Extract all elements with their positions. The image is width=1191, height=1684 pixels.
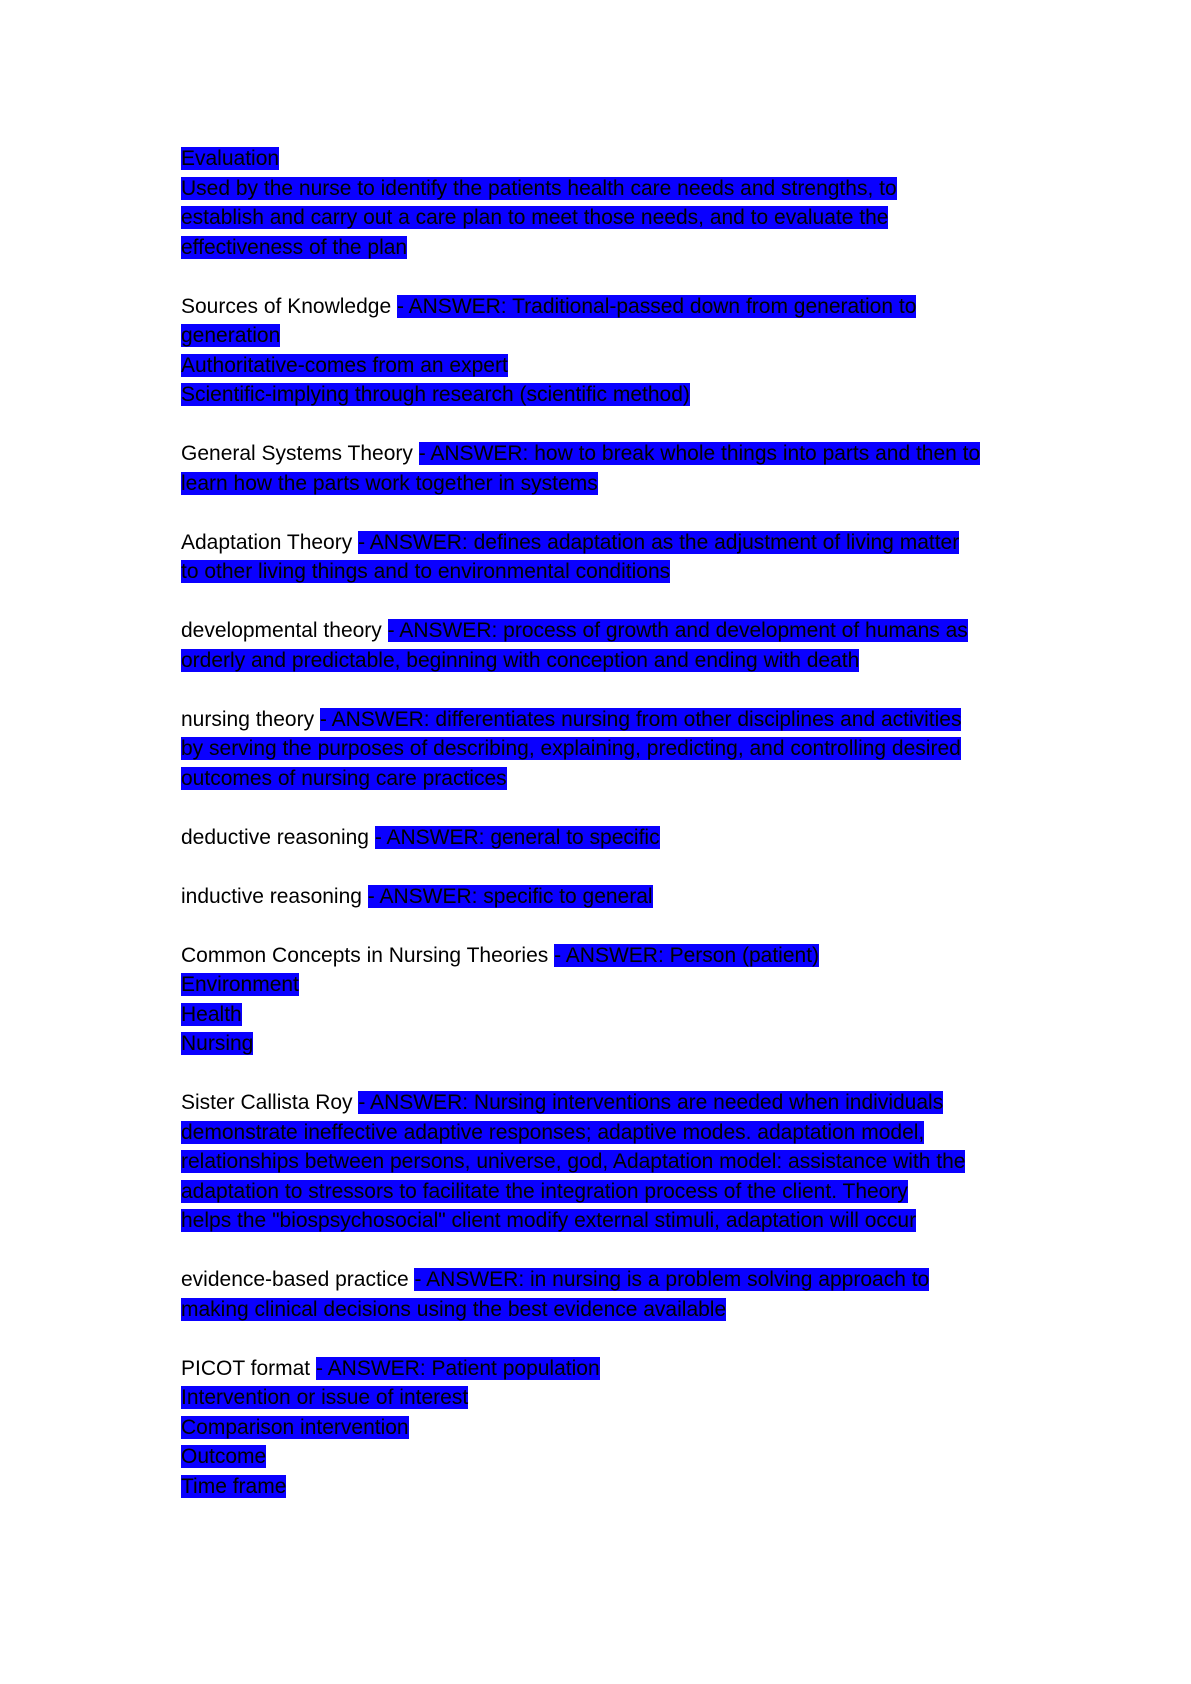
text-line (181, 203, 1051, 233)
text-line (181, 1442, 1051, 1472)
text-line (181, 528, 1051, 558)
highlighted-answer-text: adaptation to stressors to facilitate the integration process of the client. Theory (181, 1179, 908, 1203)
text-line (181, 1147, 1051, 1177)
highlighted-answer-text: Health (181, 1002, 242, 1026)
flashcard-entry (181, 439, 1051, 498)
highlighted-answer-text: Outcome (181, 1445, 267, 1468)
highlighted-answer-text: Time frame (181, 1474, 287, 1498)
text-line (181, 292, 1051, 322)
flashcard-entry (181, 528, 1051, 587)
text-line (181, 174, 1051, 204)
text-line (181, 557, 1051, 587)
highlighted-answer-text: Scientific-implying through research (scientific method) (181, 383, 690, 406)
text-line (181, 1206, 1051, 1236)
text-line (181, 616, 1051, 646)
text-line (181, 1029, 1051, 1059)
text-line (181, 321, 1051, 351)
highlighted-answer-text: - ANSWER: specific to general (367, 884, 653, 908)
text-line (181, 439, 1051, 469)
highlighted-answer-text: outcomes of nursing care practices (181, 766, 507, 790)
flashcard-entry (181, 616, 1051, 675)
highlighted-answer-text: - ANSWER: Person (patient) (554, 943, 820, 967)
term-label: inductive reasoning (181, 884, 368, 908)
text-line (181, 1088, 1051, 1118)
highlighted-answer-text: - ANSWER: in nursing is a problem solving approach to (414, 1268, 930, 1291)
highlighted-answer-text: making clinical decisions using the best evidence available (181, 1297, 727, 1321)
text-line (181, 941, 1051, 971)
document-page (181, 144, 1051, 1531)
text-line (181, 764, 1051, 794)
text-line (181, 646, 1051, 676)
highlighted-answer-text: demonstrate ineffective adaptive responses; adaptive modes. adaptation model, (181, 1120, 925, 1144)
term-label: Common Concepts in Nursing Theories (181, 943, 555, 967)
text-line (181, 1295, 1051, 1325)
highlighted-answer-text: Authoritative-comes from an expert (181, 353, 508, 377)
term-label: Adaptation Theory (181, 530, 359, 554)
flashcard-entry (181, 882, 1051, 912)
highlighted-answer-text: effectiveness of the plan (181, 235, 408, 259)
term-label: developmental theory (181, 619, 388, 642)
text-line (181, 1413, 1051, 1443)
text-line (181, 734, 1051, 764)
term-label: nursing theory (181, 707, 320, 731)
highlighted-answer-text: to other living things and to environmental conditions (181, 560, 671, 583)
term-label: Sources of Knowledge (181, 294, 397, 318)
text-line (181, 823, 1051, 853)
term-label: evidence-based practice (181, 1268, 415, 1291)
term-label: deductive reasoning (181, 825, 375, 849)
highlighted-answer-text: relationships between persons, universe, god, Adaptation model: assistance with the (181, 1150, 966, 1173)
highlighted-answer-text: Environment (181, 973, 299, 996)
text-line (181, 970, 1051, 1000)
flashcard-entry (181, 1088, 1051, 1236)
text-line (181, 1177, 1051, 1207)
text-line (181, 233, 1051, 263)
term-label: Sister Callista Roy (181, 1091, 359, 1114)
highlighted-answer-text: helps the "biospsychosocial" client modify external stimuli, adaptation will occur (181, 1209, 917, 1232)
flashcard-entry (181, 144, 1051, 262)
text-line (181, 882, 1051, 912)
highlighted-answer-text: establish and carry out a care plan to meet those needs, and to evaluate the (181, 206, 889, 229)
term-label: General Systems Theory (181, 442, 419, 465)
highlighted-answer-text: learn how the parts work together in systems (181, 471, 598, 495)
flashcard-entry (181, 1354, 1051, 1502)
term-label: PICOT format (181, 1356, 316, 1380)
text-line (181, 469, 1051, 499)
highlighted-answer-text: - ANSWER: how to break whole things into parts and then to (418, 442, 981, 465)
text-line (181, 380, 1051, 410)
highlighted-answer-text: - ANSWER: defines adaptation as the adjustment of living matter (358, 530, 960, 554)
text-line (181, 1472, 1051, 1502)
flashcard-entry (181, 823, 1051, 853)
highlighted-answer-text: generation (181, 324, 281, 347)
text-line (181, 351, 1051, 381)
text-line (181, 144, 1051, 174)
highlighted-answer-text: - ANSWER: Patient population (315, 1356, 600, 1380)
text-line (181, 1265, 1051, 1295)
text-line (181, 1354, 1051, 1384)
flashcard-entry (181, 941, 1051, 1059)
highlighted-answer-text: Nursing (181, 1032, 254, 1055)
flashcard-entry (181, 292, 1051, 410)
highlighted-answer-text: - ANSWER: process of growth and development of humans as (387, 619, 968, 642)
highlighted-answer-text: - ANSWER: general to specific (374, 825, 660, 849)
highlighted-answer-text: - ANSWER: Nursing interventions are needed when individuals (358, 1091, 944, 1114)
text-line (181, 1000, 1051, 1030)
highlighted-answer-text: Intervention or issue of interest (181, 1386, 469, 1409)
highlighted-answer-text: - ANSWER: Traditional-passed down from generation to (396, 294, 917, 318)
text-line (181, 1118, 1051, 1148)
text-line (181, 705, 1051, 735)
highlighted-answer-text: by serving the purposes of describing, explaining, predicting, and controlling desired (181, 737, 961, 760)
highlighted-answer-text: Used by the nurse to identify the patients health care needs and strengths, to (181, 176, 897, 200)
highlighted-answer-text: Comparison intervention (181, 1415, 409, 1439)
highlighted-answer-text: - ANSWER: differentiates nursing from other disciplines and activities (319, 707, 962, 731)
flashcard-entry (181, 705, 1051, 794)
highlighted-answer-text: orderly and predictable, beginning with conception and ending with death (181, 648, 860, 672)
flashcard-entry (181, 1265, 1051, 1324)
highlighted-answer-text: Evaluation (181, 147, 280, 170)
text-line (181, 1383, 1051, 1413)
